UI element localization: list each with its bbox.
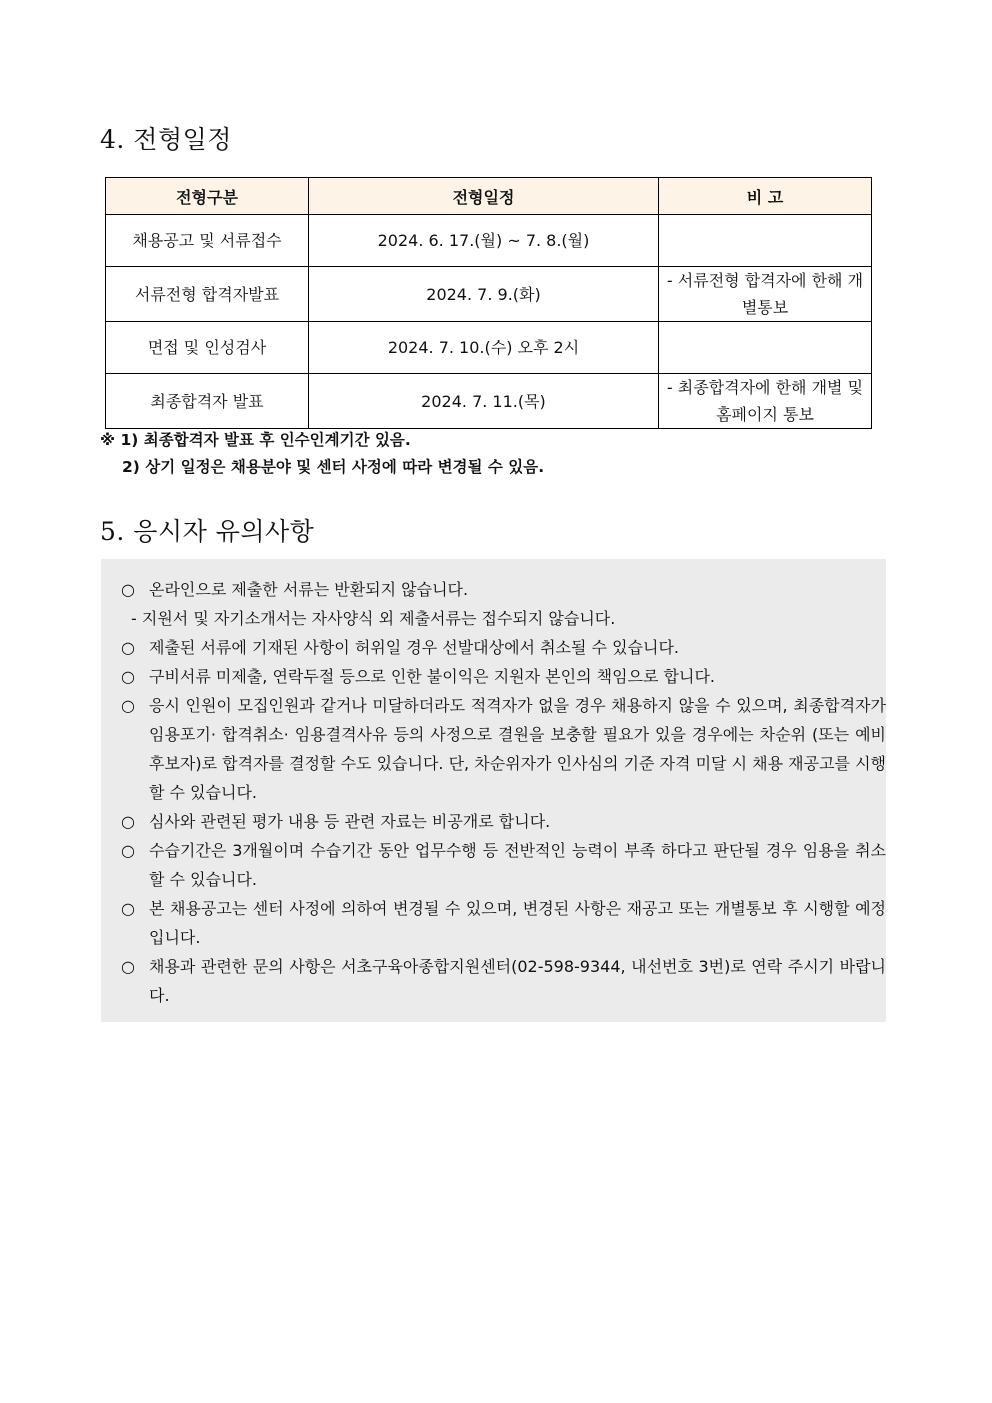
notice-text: 응시 인원이 모집인원과 같거나 미달하더라도 적격자가 없을 경우 채용하지 않을 수 있으며, 최종합격자가 임용포기· 합격취소· 임용결격사유 등의 사정으로 결원을 보충할 필요가 있을 경우에는 차순위 (또는 예비후보자)로 합격자를 결정할 수도 있습니다. 단, 차순위자가 인사심의 기준 자격 미달 시 채용 재공고를 시행할 수 있습니다.: [149, 696, 886, 802]
header-note: 비 고: [659, 178, 872, 215]
list-item: [101, 662, 886, 691]
note-cell: [659, 215, 872, 267]
section-4-title: 4. 전형일정: [100, 125, 232, 154]
circle-bullet-icon: ○: [121, 696, 135, 715]
note-cell: - 최종합격자에 한해 개별 및 홈페이지 통보: [659, 374, 872, 429]
stage-cell: 면접 및 인성검사: [106, 322, 309, 374]
circle-bullet-icon: ○: [121, 667, 135, 686]
notice-text: 본 채용공고는 센터 사정에 의하여 변경될 수 있으며, 변경된 사항은 재공고 또는 개별통보 후 시행할 예정입니다.: [149, 899, 886, 947]
circle-bullet-icon: ○: [121, 841, 135, 860]
table-row: [106, 267, 872, 322]
list-item: [101, 633, 886, 662]
header-stage: 전형구분: [106, 178, 309, 215]
notice-text: 제출된 서류에 기재된 사항이 허위일 경우 선발대상에서 취소될 수 있습니다.: [149, 638, 679, 657]
date-cell: 2024. 7. 9.(화): [309, 267, 659, 322]
notice-box: [101, 559, 886, 1022]
table-row: [106, 374, 872, 429]
schedule-table: [105, 177, 872, 429]
note-line-2: 2) 상기 일정은 채용분야 및 센터 사정에 따라 변경될 수 있음.: [122, 458, 545, 476]
stage-cell: 최종합격자 발표: [106, 374, 309, 429]
circle-bullet-icon: ○: [121, 899, 135, 918]
note-cell: - 서류전형 합격자에 한해 개별통보: [659, 267, 872, 322]
stage-cell: 서류전형 합격자발표: [106, 267, 309, 322]
circle-bullet-icon: ○: [121, 580, 135, 599]
table-row: [106, 322, 872, 374]
notice-text: 채용과 관련한 문의 사항은 서초구육아종합지원센터(02-598-9344, 내선번호 3번)로 연락 주시기 바랍니다.: [149, 957, 886, 1005]
stage-cell: 채용공고 및 서류접수: [106, 215, 309, 267]
notice-text: 구비서류 미제출, 연락두절 등으로 인한 불이익은 지원자 본인의 책임으로 합니다.: [149, 667, 715, 686]
table-row: [106, 215, 872, 267]
list-item: [101, 691, 886, 807]
list-item: [101, 836, 886, 894]
notice-text: 수습기간은 3개월이며 수습기간 동안 업무수행 등 전반적인 능력이 부족 하다고 판단될 경우 임용을 취소할 수 있습니다.: [149, 841, 886, 889]
schedule-notes: [100, 427, 544, 481]
circle-bullet-icon: ○: [121, 812, 135, 831]
note-line-1: ※ 1) 최종합격자 발표 후 인수인계기간 있음.: [100, 431, 411, 449]
header-date: 전형일정: [309, 178, 659, 215]
list-item: [101, 894, 886, 952]
table-header-row: [106, 178, 872, 215]
note-cell: [659, 322, 872, 374]
circle-bullet-icon: ○: [121, 957, 135, 976]
notice-text: 심사와 관련된 평가 내용 등 관련 자료는 비공개로 합니다.: [149, 812, 551, 831]
notice-text: 온라인으로 제출한 서류는 반환되지 않습니다.: [149, 580, 469, 599]
list-sub-item: - 지원서 및 자기소개서는 자사양식 외 제출서류는 접수되지 않습니다.: [131, 609, 616, 628]
list-item: [101, 952, 886, 1010]
list-item: [101, 807, 886, 836]
date-cell: 2024. 7. 10.(수) 오후 2시: [309, 322, 659, 374]
date-cell: 2024. 6. 17.(월) ~ 7. 8.(월): [309, 215, 659, 267]
date-cell: 2024. 7. 11.(목): [309, 374, 659, 429]
section-5-title: 5. 응시자 유의사항: [100, 517, 315, 546]
circle-bullet-icon: ○: [121, 638, 135, 657]
list-item: [101, 575, 886, 604]
